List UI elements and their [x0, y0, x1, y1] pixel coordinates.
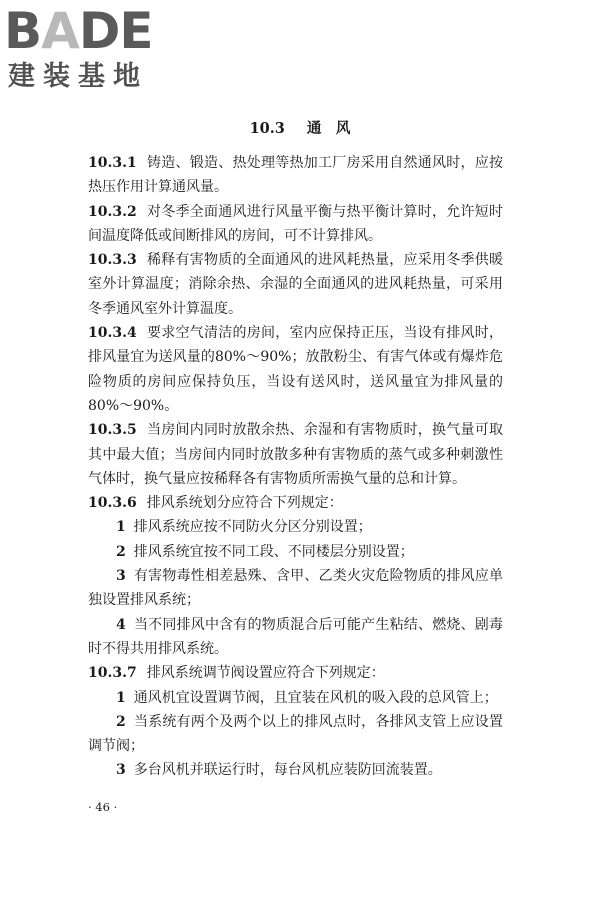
logo-wordmark: BADE	[4, 2, 153, 60]
clause-number: 10.3.6	[88, 495, 137, 512]
clause-number: 10.3.1	[88, 155, 137, 171]
item-text: 排风系统应按不同防火分区分别设置；	[133, 519, 372, 536]
item-text: 多台风机并联运行时，每台风机应装防回流装置。	[133, 762, 442, 779]
clause-10-3-6	[88, 491, 503, 515]
item-text: 当系统有两个及两个以上的排风点时，各排风支管上应设置调节阀；	[88, 713, 503, 755]
page-number: · 46 ·	[88, 800, 118, 814]
clause-number: 10.3.3	[88, 252, 137, 269]
clause-10-3-7	[88, 661, 503, 685]
section-heading: 通 风	[306, 120, 351, 137]
clause-number: 10.3.5	[88, 422, 137, 439]
clause-text: 要求空气清洁的房间，室内应保持正压，当设有排风时，排风量宜为送风量的80%～90%；放散粉尘、有害气体或有爆炸危险物质的房间应保持负压，当设有送风时，送风量宜为排风量的80%～90%。	[88, 325, 503, 414]
clause-text: 稀释有害物质的全面通风的进风耗热量，应采用冬季供暖室外计算温度；消除余热、余湿的全面通风的进风耗热量，可采用冬季通风室外计算温度。	[88, 252, 503, 317]
item-text: 有害物毒性相差悬殊、含甲、乙类火灾危险物质的排风应单独设置排风系统；	[88, 568, 503, 609]
list-item	[88, 613, 503, 662]
item-number: 1	[116, 519, 126, 536]
list-item	[88, 686, 503, 710]
clause-text: 排风系统划分应符合下列规定：	[146, 495, 343, 512]
bade-logo	[4, 2, 179, 98]
clause-text: 当房间内同时放散余热、余湿和有害物质时，换气量可取其中最大值；当房间内同时放散多种有害物质的蒸气或多种刺激性气体时，换气量应按稀释各有害物质所需换气量的总和计算。	[88, 422, 503, 487]
clause-number: 10.3.4	[88, 325, 137, 342]
item-number: 3	[116, 762, 126, 779]
list-item	[88, 515, 503, 539]
list-item	[88, 710, 503, 759]
list-item	[88, 540, 503, 564]
item-number: 3	[116, 568, 126, 585]
item-number: 2	[116, 713, 126, 730]
list-item	[88, 564, 503, 613]
clause-text: 排风系统调节阀设置应符合下列规定：	[146, 665, 385, 682]
item-text: 排风系统宜按不同工段、不同楼层分别设置；	[133, 543, 414, 560]
clause-10-3-2	[88, 200, 503, 249]
clause-number: 10.3.2	[88, 203, 137, 220]
document-body	[88, 151, 503, 783]
clause-10-3-4	[88, 321, 503, 418]
logo-subtitle: 建装基地	[8, 61, 148, 92]
clause-10-3-1	[88, 151, 503, 200]
list-item	[88, 758, 503, 782]
item-text: 通风机宜设置调节阀，且宜装在风机的吸入段的总风管上；	[133, 689, 498, 706]
clause-text: 铸造、锻造、热处理等热加工厂房采用自然通风时，应按热压作用计算通风量。	[88, 155, 503, 196]
item-text: 当不同排风中含有的物质混合后可能产生粘结、燃烧、剧毒时不得共用排风系统。	[88, 616, 503, 657]
item-number: 2	[116, 543, 126, 560]
section-number: 10.3	[249, 120, 285, 137]
item-number: 4	[116, 616, 126, 633]
clause-number: 10.3.7	[88, 665, 137, 682]
section-title	[0, 119, 600, 139]
clause-10-3-3	[88, 248, 503, 321]
clause-10-3-5	[88, 418, 503, 491]
item-number: 1	[116, 689, 126, 706]
clause-text: 对冬季全面通风进行风量平衡与热平衡计算时，允许短时间温度降低或间断排风的房间，可不计算排风。	[88, 203, 503, 244]
